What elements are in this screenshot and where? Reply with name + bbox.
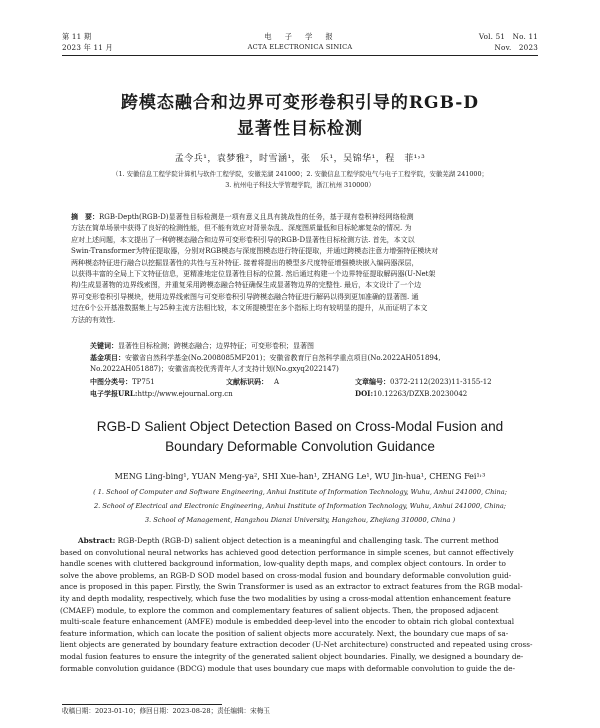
abstract-en-line: based on convolutional neural networks has achieved good detection performance in simple scenes, but cannot effectively <box>60 547 514 557</box>
article-no-label: 文章编号： <box>355 377 390 386</box>
header-rule <box>62 55 538 56</box>
abstract-en-label: Abstract: <box>78 536 116 545</box>
abstract-en-line: multi-scale feature enhancement (AMFE) module is embedded deep-level into the encoder to obtain rich global contextual <box>60 617 515 627</box>
received-dates: 收稿日期：2023-01-10；修回日期：2023-08-28；责任编辑：宋梅玉 <box>62 707 270 715</box>
doc-code-row <box>226 376 346 388</box>
affiliation-en-line1: ( 1. School of Computer and Software Engineering, Anhui Institute of Information Technology, Wuhu, Anhui 241000, China; <box>93 488 507 496</box>
journal-name-cn: 电 子 学 报 <box>264 32 336 41</box>
abstract-cn-line: 方法在简单场景中获得了良好的检测性能，但不能有效应对背景杂乱、深度图质量低和目标轮廓复杂的情况. 为 <box>71 224 412 233</box>
abstract-cn-line: 过在6个公开基准数据集上与25种主流方法相比较，本文所提模型在多个指标上均有较明显的提升，从而证明了本文 <box>71 304 428 313</box>
url-label: 电子学报URL: <box>90 389 138 398</box>
article-no: 0372-2112(2023)11-3155-12 <box>390 378 492 386</box>
doc-code-label: 文献标识码： <box>226 377 268 386</box>
doi-label: DOI: <box>355 389 374 398</box>
title-en-line1: RGB-D Salient Object Detection Based on Cross-Modal Fusion and <box>96 419 504 434</box>
doc-code: A <box>274 378 280 386</box>
fund-line1: 安徽省自然科学基金(No.2008085MF201)；安徽省教育厅自然科学重点项目(No.2022AH051894, <box>125 354 441 362</box>
abstract-cn-line: 构)生成显著物的边界线索图，并重复采用跨模态融合特征确保生成显著物边界的完整性. 最后，本文设计了一个边 <box>71 281 422 290</box>
abstract-cn-line: 摘 要：RGB-Depth(RGB-D)显著性目标检测是一项有意义且具有挑战性的任务，基于现有卷积神经网络检测 <box>71 212 414 221</box>
abstract-en-line: ity and depth modality, respectively, which fuse the two modalities by using a cross-modal attention enhancement feature <box>60 593 511 603</box>
authors-cn: 孟令兵¹，袁梦雅²，时雪涵¹，张 乐¹，吴锦华¹，程 菲¹˒³ <box>174 154 426 164</box>
clc-code: TP751 <box>132 378 155 386</box>
abstract-cn-line: 两种模态特征进行融合以挖掘显著性的共性与互补特征. 接着将提出的模型多尺度特征增强模块嵌入编码器深层， <box>71 258 419 267</box>
abstract-cn <box>71 211 535 326</box>
issue-number: 第 11 期 <box>62 32 92 41</box>
journal-url[interactable]: http://www.ejournal.org.cn <box>137 390 233 398</box>
title-cn-line2: 显著性目标检测 <box>237 119 363 139</box>
abstract-cn-label: 摘 要： <box>71 212 99 221</box>
fund-line2: No.2022AH051887)；安徽省高校优秀青年人才支持计划(No.gxyq2022147) <box>90 365 339 373</box>
abstract-en-line: solve the above problems, an RGB-D SOD model based on cross-modal fusion and boundary deformable convolution guid- <box>60 570 512 580</box>
volume-number: Vol. 51 No. 11 <box>478 32 538 41</box>
abstract-cn-line: 应对上述问题，本文提出了一种跨模态融合和边界可变形卷积引导的RGB-D显著性目标检测方法. 首先，本文以 <box>71 235 415 244</box>
keywords: 显著性目标检测；跨模态融合；边界特征；可变形卷积；显著图 <box>118 342 314 350</box>
keywords-label: 关键词： <box>90 341 118 350</box>
footer-rule <box>62 704 222 705</box>
abstract-cn-line: Swin-Transformer为特征提取器，分别对RGB模态与深度图模态进行特征提取，并通过跨模态注意力增强特征模块对 <box>71 247 439 256</box>
affiliation-cn-line2: 3. 杭州电子科技大学管理学院，浙江杭州 310000） <box>225 181 375 189</box>
issue-date-en: Nov. 2023 <box>494 43 538 52</box>
affiliation-cn-line1: （1. 安徽信息工程学院计算机与软件工程学院，安徽芜湖 241000；2. 安徽信息工程学院电气与电子工程学院，安徽芜湖 241000； <box>112 170 488 178</box>
abstract-en-line: lient objects are generated by boundary feature extraction decoder (U-Net architecture) constructed and repeated using cross- <box>60 640 533 650</box>
abstract-en-line: (CMAEF) module, to explore the common and complementary features of salient objects. Then, the proposed adjacent <box>60 605 499 615</box>
fund-label: 基金项目： <box>90 353 125 362</box>
abstract-en-line: formable convolution guidance (BDCG) module that uses boundary cue maps with deformable convolution to guide the de- <box>60 663 516 673</box>
abstract-en-line: ance is proposed in this paper. Firstly, the Swin Transformer is used as an extractor to extract features from the RGB modal- <box>60 582 523 592</box>
affiliation-en-line2: 2. School of Electrical and Electronic Engineering, Anhui Institute of Information Technology, Wuhu, Anhui 241000, China; <box>93 502 507 510</box>
abstract-en-line: modal fusion features to ensure the integrity of the generated salient object boundaries. Finally, we designed a boundary de- <box>60 651 524 661</box>
abstract-en-line: Abstract: RGB-Depth (RGB-D) salient object detection is a meaningful and challenging task. The current method <box>78 536 499 545</box>
fund-row <box>90 352 540 364</box>
affiliation-en-line3: 3. School of Management, Hangzhou Dianzi University, Hangzhou, Zhejiang 310000, China ) <box>144 516 456 524</box>
journal-name-en: ACTA ELECTRONICA SINICA <box>247 43 353 51</box>
issue-date-cn: 2023 年 11 月 <box>62 43 113 52</box>
clc-row <box>90 376 210 388</box>
abstract-cn-line: 界可变形卷积引导模块，使用边界线索图与可变形卷积引导跨模态融合特征进行解码以得到更加准确的显著图. 通 <box>71 292 419 301</box>
article-no-row <box>355 376 535 388</box>
authors-en: MENG Ling-bing¹, YUAN Meng-ya², SHI Xue-han¹, ZHANG Le¹, WU Jin-hua¹, CHENG Fei¹˒³ <box>114 472 486 481</box>
abstract-cn-line: 方法的有效性. <box>71 315 116 324</box>
abstract-en <box>60 535 536 674</box>
abstract-en-line: handle scenes with cluttered background information, low-quality depth maps, and complex object contours. In order to <box>60 559 506 569</box>
doi[interactable]: 10.12263/DZXB.20230042 <box>373 390 468 398</box>
abstract-en-line: feature information, which can locate the position of salient objects more accurately. Next, the boundary cue maps of sa- <box>60 628 509 638</box>
doi-row <box>355 388 535 400</box>
keywords-row <box>90 340 530 352</box>
clc-label: 中图分类号： <box>90 377 132 386</box>
title-en-line2: Boundary Deformable Convolution Guidance <box>165 439 435 454</box>
abstract-cn-line: 以获得丰富的全局上下文特征信息，更精准地定位显著性目标的位置. 然后通过构建一个边界特征提取解码器(U-Net架 <box>71 270 436 279</box>
title-cn-line1: 跨模态融合和边界可变形卷积引导的RGB-D <box>120 93 480 113</box>
url-row <box>90 388 330 400</box>
